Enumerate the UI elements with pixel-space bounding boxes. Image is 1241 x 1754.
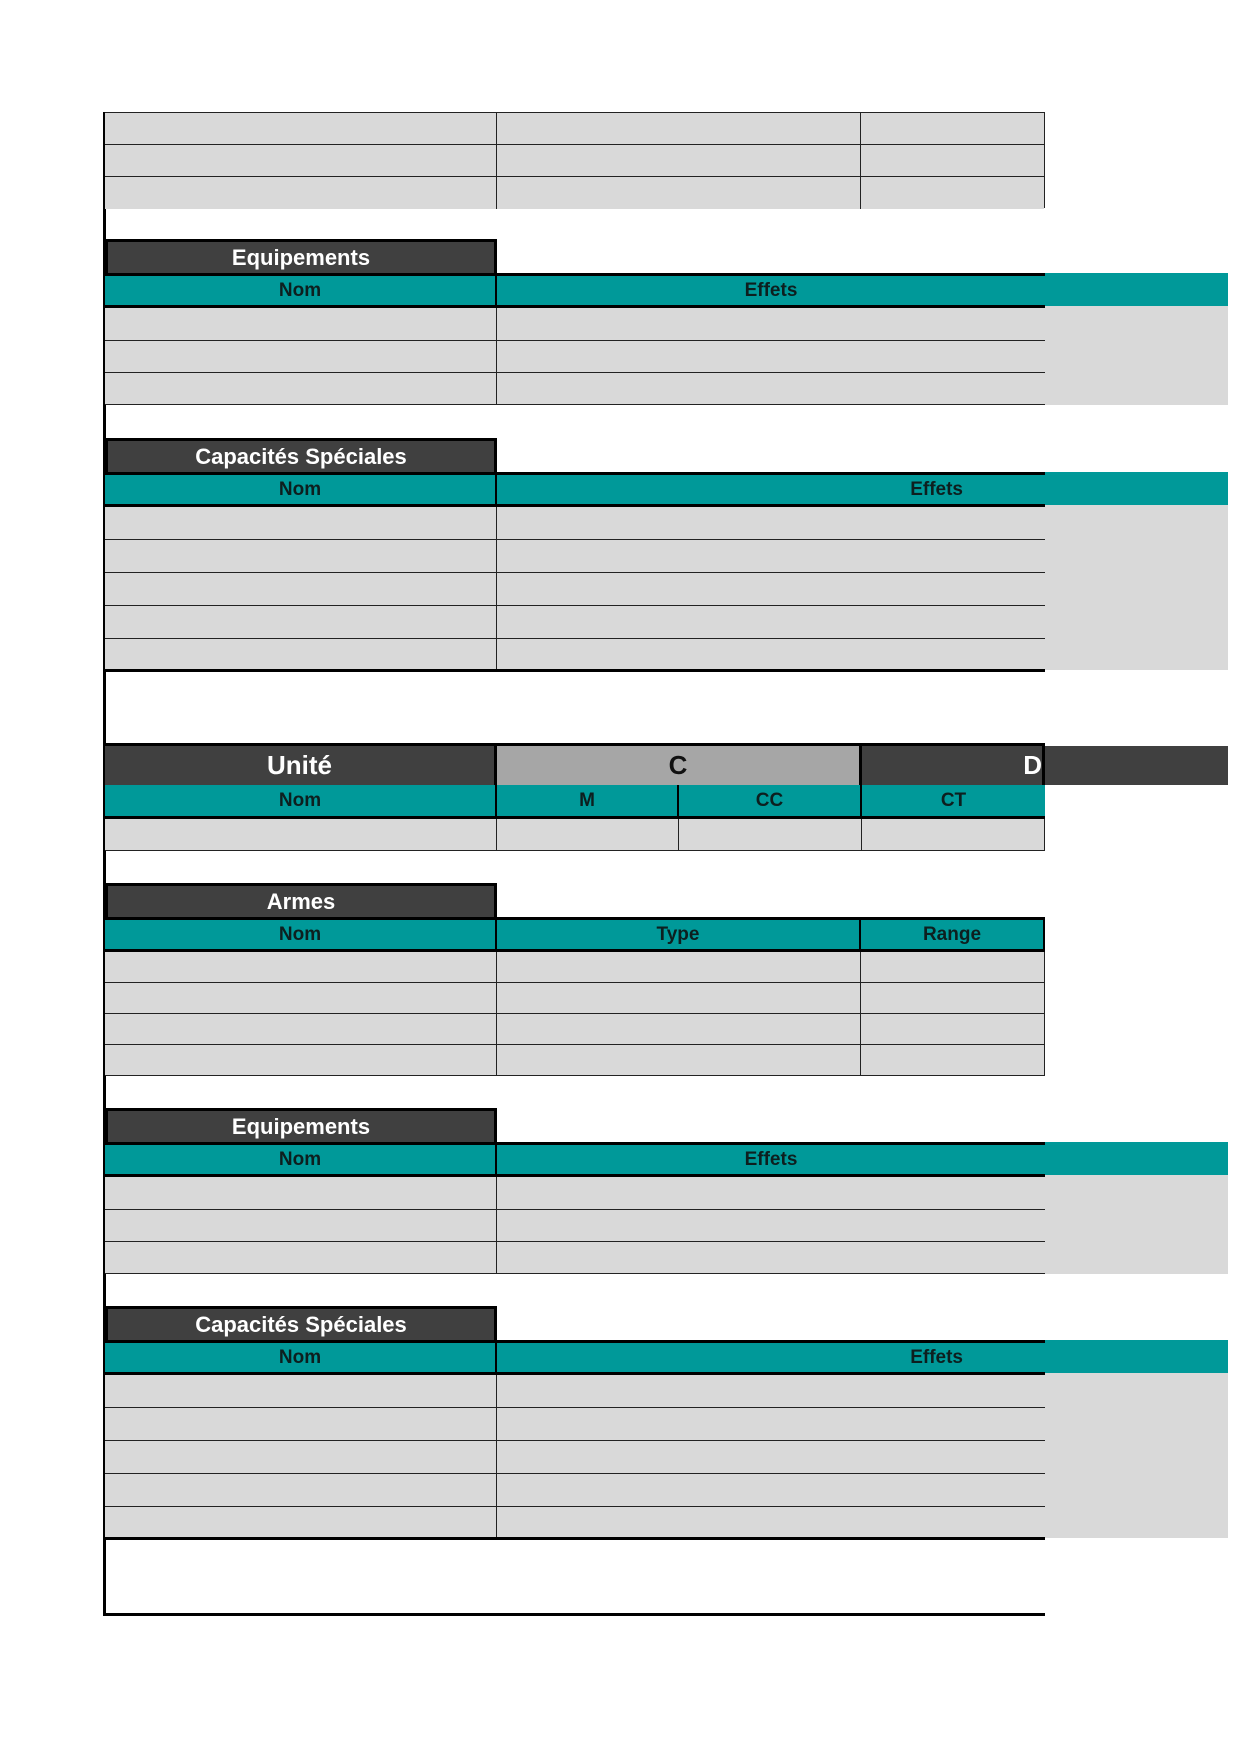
cell[interactable] [105, 1045, 497, 1075]
row-extension [1045, 505, 1228, 670]
col-nom: Nom [105, 276, 497, 305]
cell[interactable] [105, 177, 497, 209]
cell[interactable] [497, 341, 1045, 372]
table-row [105, 1441, 1045, 1474]
col-effets: Effets [910, 1346, 963, 1368]
cell[interactable] [105, 573, 497, 605]
cell[interactable] [105, 308, 497, 340]
col-nom: Nom [105, 920, 497, 949]
capacites-rows [105, 1375, 1045, 1540]
cell[interactable] [861, 1014, 1044, 1044]
cell[interactable] [861, 952, 1044, 982]
capacites-title: Capacités Spéciales [105, 1306, 497, 1341]
cell[interactable] [105, 540, 497, 572]
cell[interactable] [105, 1441, 497, 1473]
table-row [105, 1507, 1045, 1537]
col-cc: CC [679, 785, 862, 816]
cell[interactable] [105, 1375, 497, 1407]
equipements-title: Equipements [105, 239, 497, 274]
unite-title-extension [1045, 746, 1228, 785]
cell[interactable] [497, 1474, 1045, 1506]
table-row [105, 540, 1045, 573]
cell[interactable] [105, 1177, 497, 1209]
equipements-rows [105, 1177, 1045, 1274]
cell[interactable] [497, 1045, 861, 1075]
table-row [105, 1210, 1045, 1242]
table-row [105, 1242, 1045, 1274]
cell[interactable] [861, 177, 1044, 209]
table-row [105, 1408, 1045, 1441]
col-range: Range [922, 923, 982, 945]
equipements-header [105, 273, 1045, 308]
equipements-title: Equipements [105, 1108, 497, 1143]
top-weapons-table [105, 112, 1045, 208]
cell[interactable] [679, 819, 862, 850]
cell[interactable] [862, 819, 1044, 850]
table-row [105, 573, 1045, 606]
cell[interactable] [105, 1507, 497, 1537]
capacites-title: Capacités Spéciales [105, 438, 497, 473]
unite-title: Unité [105, 746, 497, 785]
equipements-rows [105, 308, 1045, 405]
cell[interactable] [105, 373, 497, 404]
cell[interactable] [105, 1242, 497, 1273]
cell[interactable] [105, 1014, 497, 1044]
col-nom: Nom [105, 1145, 497, 1174]
cell[interactable] [105, 606, 497, 638]
capacites-header [105, 1340, 1045, 1375]
col-nom: Nom [105, 475, 497, 504]
unite-title-row [105, 743, 1045, 785]
armes-header [105, 917, 1045, 952]
header-extension [1045, 1340, 1228, 1373]
cell[interactable] [861, 1045, 1044, 1075]
table-row [105, 1014, 1044, 1045]
col-m: M [497, 785, 679, 816]
cell[interactable] [861, 983, 1044, 1013]
cell[interactable] [497, 606, 1045, 638]
cell[interactable] [497, 308, 1045, 340]
cell[interactable] [105, 983, 497, 1013]
cell[interactable] [497, 1375, 1045, 1407]
cell[interactable] [105, 1408, 497, 1440]
armes-title: Armes [105, 883, 497, 918]
cell[interactable] [497, 145, 861, 176]
table-row [105, 952, 1044, 983]
table-row [105, 113, 1044, 145]
cell[interactable] [497, 1177, 1045, 1209]
row-extension [1045, 1373, 1228, 1538]
unite-header [105, 785, 1045, 819]
cell[interactable] [105, 1474, 497, 1506]
cell[interactable] [497, 540, 1045, 572]
capacites-header [105, 472, 1045, 507]
col-effets: Effets [744, 1148, 798, 1170]
cell[interactable] [497, 177, 861, 209]
col-type: Type [497, 920, 861, 949]
table-row [105, 819, 1045, 851]
cell[interactable] [861, 145, 1044, 176]
table-row [105, 177, 1044, 209]
sheet-bottom-border [103, 1613, 1045, 1616]
table-row [105, 1177, 1045, 1210]
table-row [105, 1045, 1044, 1076]
cell[interactable] [497, 1441, 1045, 1473]
col-effets: Effets [744, 279, 798, 301]
cell[interactable] [497, 113, 861, 144]
cell[interactable] [497, 1210, 1045, 1241]
cell[interactable] [497, 983, 861, 1013]
col-effets: Effets [910, 478, 963, 500]
cell[interactable] [497, 373, 1045, 404]
header-extension [1045, 273, 1228, 306]
table-row [105, 341, 1045, 373]
table-row [105, 983, 1044, 1014]
cell[interactable] [105, 113, 497, 144]
col-ct: CT [940, 789, 967, 811]
cell[interactable] [105, 507, 497, 539]
cell[interactable] [497, 1242, 1045, 1273]
table-row [105, 145, 1044, 177]
col-nom: Nom [105, 785, 497, 816]
table-row [105, 606, 1045, 639]
cell[interactable] [497, 639, 1045, 669]
cell[interactable] [497, 1014, 861, 1044]
armes-rows [105, 952, 1045, 1076]
cell[interactable] [105, 1210, 497, 1241]
cell[interactable] [105, 639, 497, 669]
cell[interactable] [497, 507, 1045, 539]
table-row [105, 507, 1045, 540]
cell[interactable] [497, 1507, 1045, 1537]
cell[interactable] [105, 145, 497, 176]
cell[interactable] [861, 113, 1044, 144]
header-extension [1045, 472, 1228, 505]
table-row [105, 639, 1045, 669]
table-row [105, 308, 1045, 341]
header-extension [1045, 1142, 1228, 1175]
table-row [105, 1375, 1045, 1408]
capacites-rows [105, 507, 1045, 672]
cell[interactable] [497, 573, 1045, 605]
table-row [105, 1474, 1045, 1507]
unite-col-d: D [862, 746, 1045, 785]
cell[interactable] [497, 819, 679, 850]
equipements-header [105, 1142, 1045, 1177]
cell[interactable] [497, 1408, 1045, 1440]
unite-col-c: C [497, 746, 862, 785]
table-row [105, 373, 1045, 405]
row-extension [1045, 306, 1228, 405]
cell[interactable] [105, 819, 497, 850]
cell[interactable] [497, 952, 861, 982]
col-nom: Nom [105, 1343, 497, 1372]
row-extension [1045, 1175, 1228, 1274]
cell[interactable] [105, 952, 497, 982]
cell[interactable] [105, 341, 497, 372]
